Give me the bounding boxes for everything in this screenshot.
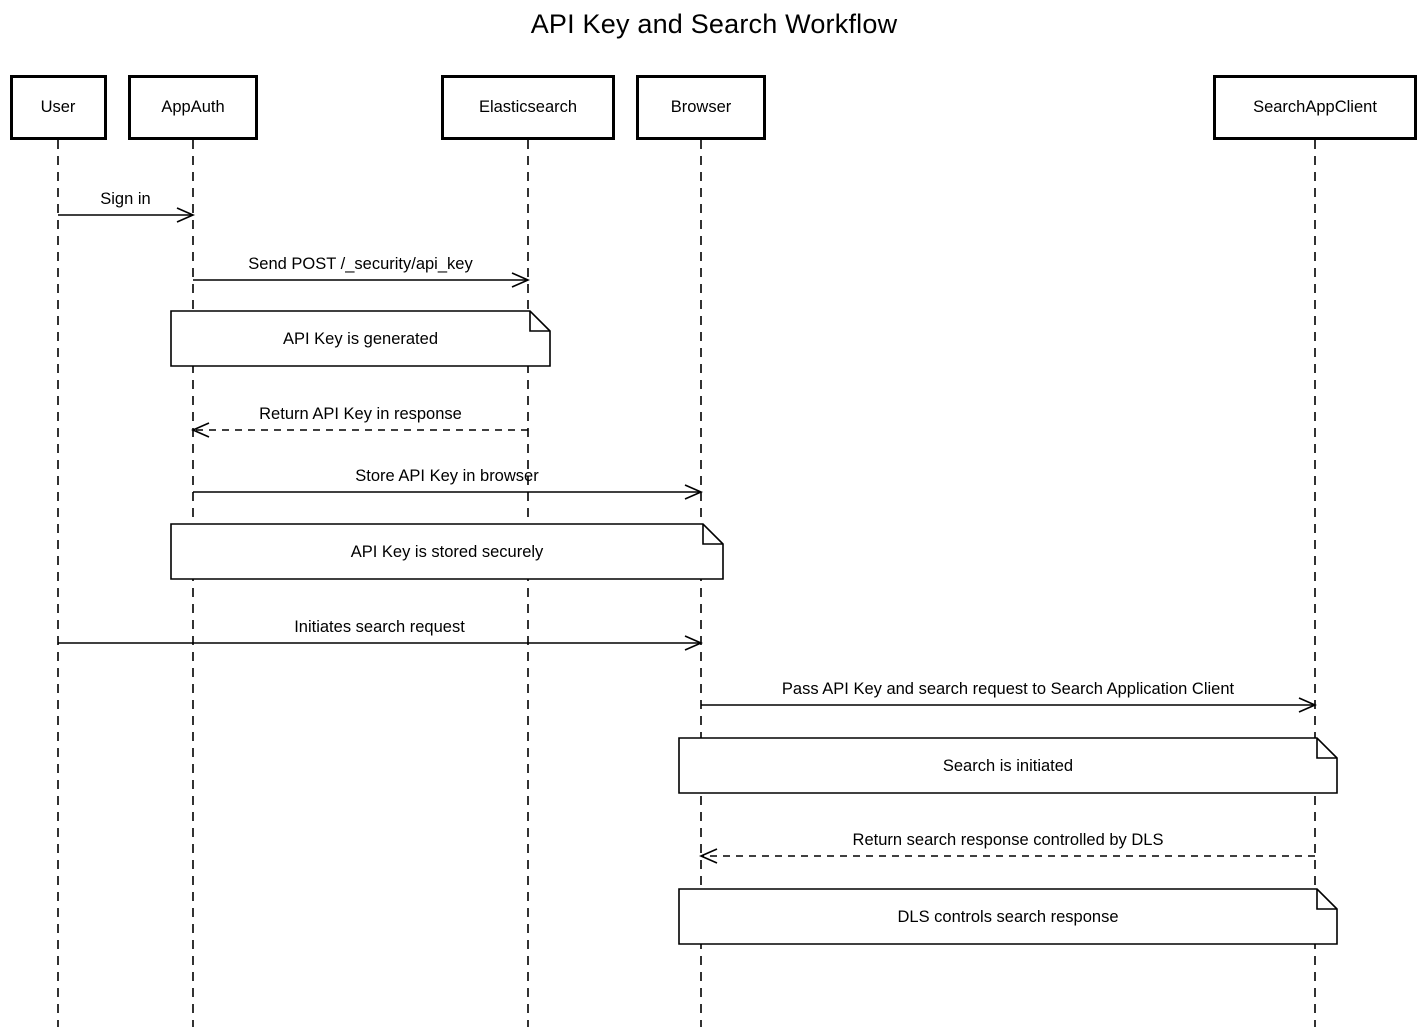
diagram-title: API Key and Search Workflow [530,9,898,39]
note-label: API Key is stored securely [350,542,544,561]
actor-box-appauth: AppAuth [128,75,258,140]
message-label: Return search response controlled by DLS [852,831,1164,849]
message-label: Initiates search request [294,618,465,636]
message-label: Sign in [100,190,151,208]
message-label: Return API Key in response [259,405,462,423]
message-label: Send POST /_security/api_key [248,255,473,273]
message-label: Store API Key in browser [355,467,539,485]
actor-box-elasticsearch: Elasticsearch [441,75,615,140]
note-label: Search is initiated [942,756,1074,775]
message-label: Pass API Key and search request to Search Application Client [781,680,1235,698]
note-label: API Key is generated [282,329,438,348]
note-label: DLS controls search response [897,907,1119,926]
actor-box-browser: Browser [636,75,766,140]
actor-box-searchappclient: SearchAppClient [1213,75,1417,140]
actor-box-user: User [10,75,107,140]
